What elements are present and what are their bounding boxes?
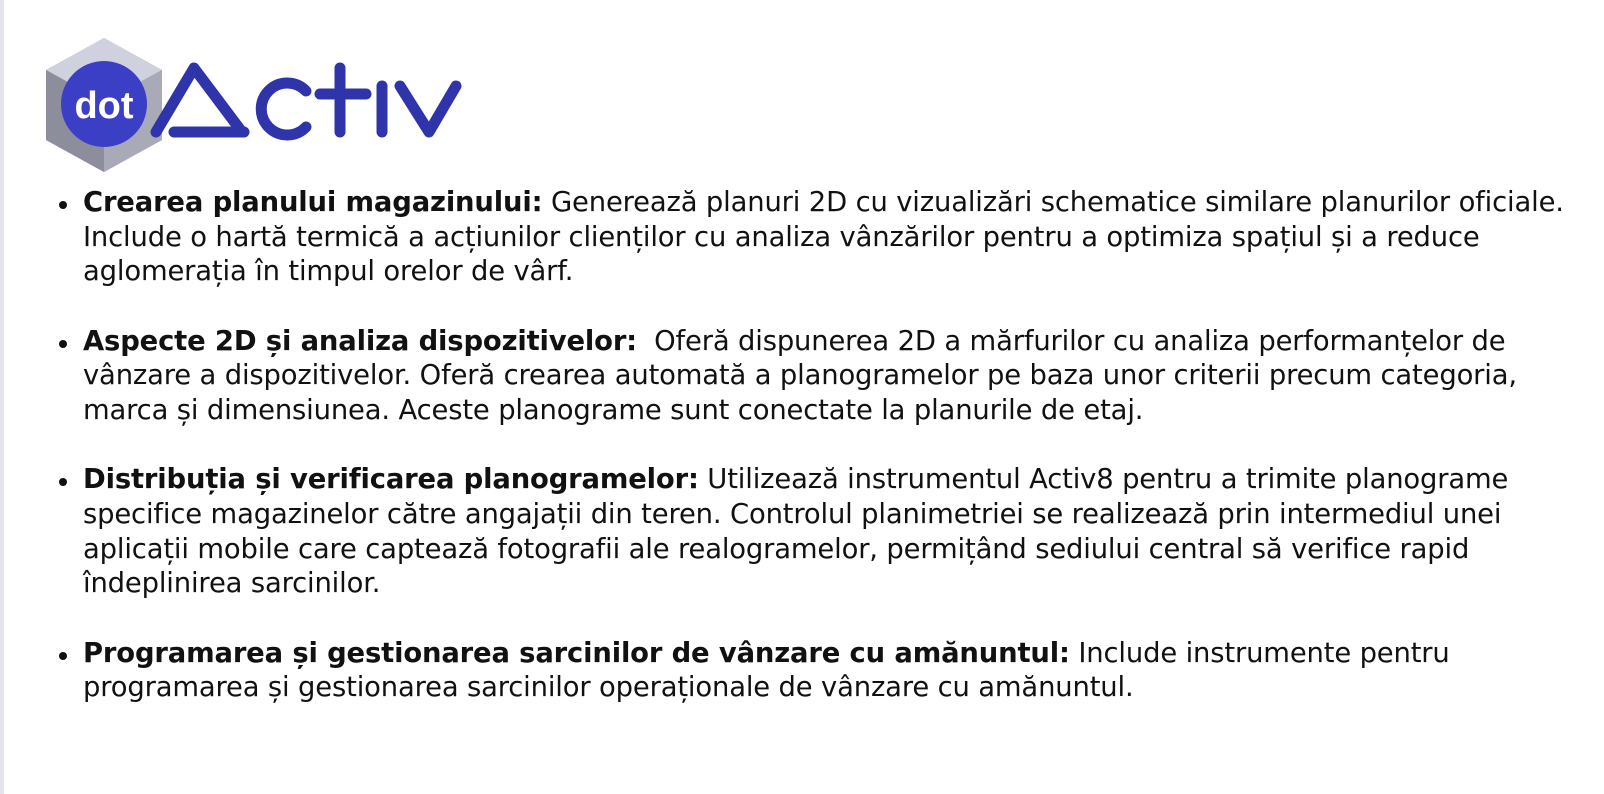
dotactiv-logo xyxy=(44,36,474,176)
feature-term: Aspecte 2D și analiza dispozitivelor: xyxy=(83,325,637,357)
cube-logo-icon xyxy=(44,36,474,176)
left-edge-strip xyxy=(0,0,4,794)
feature-term: Crearea planului magazinului: xyxy=(83,187,543,218)
feature-item-planogram-distribution xyxy=(56,463,1596,602)
feature-description: Utilizează instrumentul Activ8 pentru a trimite planograme specifice magazinelor către angajații din teren. Controlul planimetriei se realizează prin intermediul unei aplicații mobile care captează fotografii ale realogramelor, permițând sediului central să verifice rapid îndeplinirea sarcinilor. xyxy=(83,464,1509,600)
feature-description: Oferă dispunerea 2D a mărfurilor cu analiza performanțelor de vânzare a dispozitivelor. Oferă crearea automată a planogramelor pe baza unor criterii precum categoria, marca și dimensiunea. Aceste planograme sunt conectate la planurile de etaj. xyxy=(83,325,1526,427)
feature-term: Programarea și gestionarea sarcinilor de vânzare cu amănuntul: xyxy=(83,637,1070,669)
feature-description: Include instrumente pentru programarea și gestionarea sarcinilor operaționale de vânzare cu amănuntul. xyxy=(83,637,1450,704)
features-section xyxy=(56,186,1596,740)
feature-item-store-plan xyxy=(56,186,1596,290)
feature-list xyxy=(56,186,1596,706)
svg-text:dot: dot xyxy=(74,85,134,127)
feature-description: Generează planuri 2D cu vizualizări schematice similare planurilor oficiale. Include o hartă termică a acțiunilor clienților cu analiza vânzărilor pentru a optimiza spațiul și a reduce aglomerația în timpul orelor de vârf. xyxy=(83,187,1564,288)
feature-item-task-scheduling xyxy=(56,637,1596,706)
feature-item-2d-layouts xyxy=(56,325,1596,429)
feature-term: Distribuția și verificarea planogramelor: xyxy=(83,464,699,496)
